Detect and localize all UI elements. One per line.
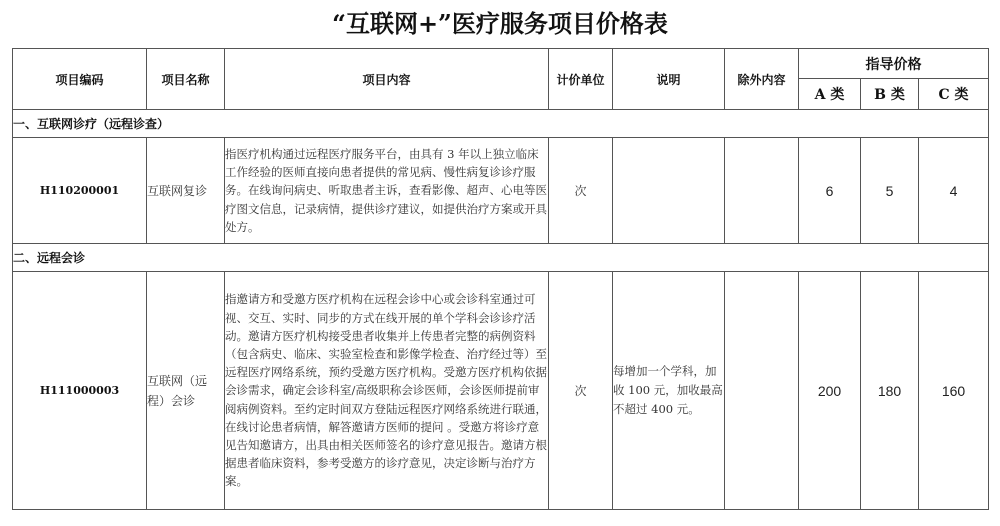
table-row [13, 272, 989, 510]
item-name: 互联网复诊 [147, 138, 225, 244]
section-row [13, 244, 989, 272]
section-heading: 一、互联网诊疗（远程诊查） [13, 110, 989, 138]
header-name: 项目名称 [147, 49, 225, 110]
item-code: H111000003 [13, 272, 147, 510]
header-note: 说明 [613, 49, 725, 110]
page-title: “互联网+”医疗服务项目价格表 [332, 9, 668, 38]
header-class-a: A 类 [799, 79, 861, 110]
header-class-c: C 类 [919, 79, 989, 110]
item-code: H110200001 [13, 138, 147, 244]
section-heading: 二、远程会诊 [13, 244, 989, 272]
price-table [12, 48, 989, 510]
table-row [13, 138, 989, 244]
item-content: 指邀请方和受邀方医疗机构在远程会诊中心或会诊科室通过可视、交互、实时、同步的方式在线开展的单个学科会诊诊疗活动。邀请方医疗机构接受患者收集并上传患者完整的病例资料（包含病史、临床、实验室检查和影像学检查、治疗经过等）至远程医疗网络系统，预约受邀方医疗机构。受邀方医疗机构依据会诊需求，确定会诊科室/高级职称会诊医师，会诊医师提前审阅病例资料。至约定时间双方登陆远程医疗网络系统进行联通，在线讨论患者病情，解答邀请方医师的提问 。受邀方将诊疗意见告知邀请方，出具由相关医师签名的诊疗意见报告。邀请方根据患者临床资料，参考受邀方的诊疗意见，决定诊断与治疗方案。 [225, 272, 549, 510]
section-row [13, 110, 989, 138]
item-excluded [725, 138, 799, 244]
header-content: 项目内容 [225, 49, 549, 110]
header-excluded: 除外内容 [725, 49, 799, 110]
item-content: 指医疗机构通过远程医疗服务平台，由具有 3 年以上独立临床工作经验的医师直接向患者提供的常见病、慢性病复诊诊疗服务。在线询问病史、听取患者主诉，查看影像、超声、心电等医疗图文信息，记录病情，提供诊疗建议，如提供治疗方案或开具处方。 [225, 138, 549, 244]
item-unit: 次 [549, 272, 613, 510]
price-class-a: 200 [799, 272, 861, 510]
price-class-c: 160 [919, 272, 989, 510]
header-row [13, 49, 989, 79]
price-class-a: 6 [799, 138, 861, 244]
item-unit: 次 [549, 138, 613, 244]
header-class-b: B 类 [861, 79, 919, 110]
header-guide-price: 指导价格 [799, 49, 989, 79]
item-note: 每增加一个学科，加收 100 元，加收最高不超过 400 元。 [613, 272, 725, 510]
item-excluded [725, 272, 799, 510]
header-code: 项目编码 [13, 49, 147, 110]
price-class-b: 180 [861, 272, 919, 510]
item-note [613, 138, 725, 244]
price-class-c: 4 [919, 138, 989, 244]
price-class-b: 5 [861, 138, 919, 244]
header-unit: 计价单位 [549, 49, 613, 110]
item-name: 互联网（远程）会诊 [147, 272, 225, 510]
